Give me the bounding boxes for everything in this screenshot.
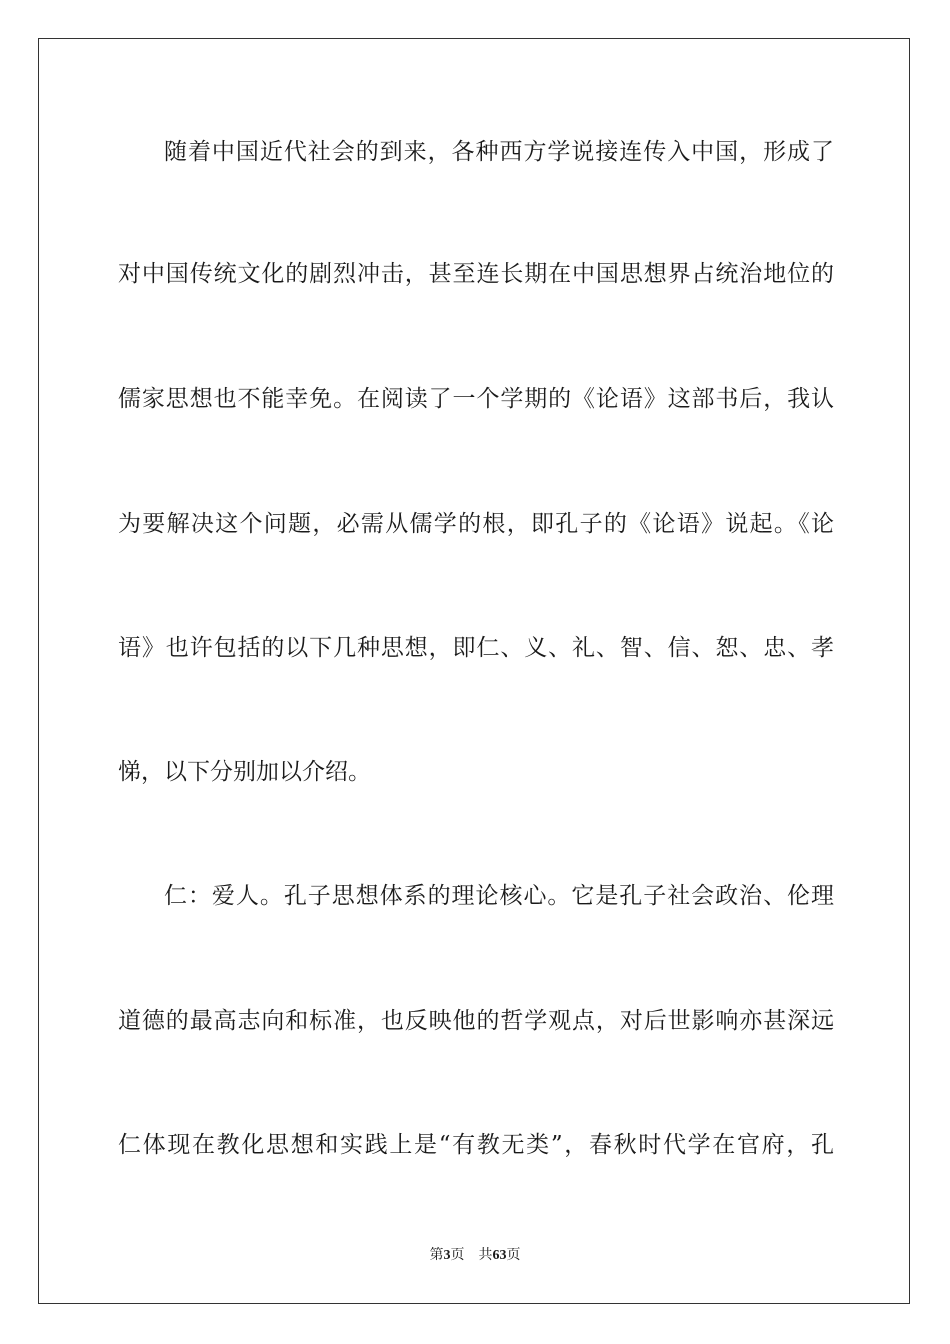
footer-total-suffix: 页 <box>506 1248 521 1263</box>
page-border <box>38 38 910 1304</box>
paragraph-line-5: 语》也许包括的以下几种思想，即仁、义、礼、智、信、恕、忠、孝 <box>118 635 834 661</box>
page-footer <box>0 1246 950 1266</box>
paragraph-line-9: 仁体现在教化思想和实践上是“有教无类”，春秋时代学在官府，孔 <box>118 1132 834 1158</box>
paragraph-line-8: 道德的最高志向和标准，也反映他的哲学观点，对后世影响亦甚深远 <box>118 1008 834 1034</box>
paragraph-line-1: 随着中国近代社会的到来，各种西方学说接连传入中国，形成了 <box>164 139 834 165</box>
paragraph-line-2: 对中国传统文化的剧烈冲击，甚至连长期在中国思想界占统治地位的 <box>118 261 834 287</box>
footer-total-prefix: 共 <box>478 1248 493 1263</box>
footer-total-number: 63 <box>492 1248 507 1263</box>
footer-page-prefix: 第 <box>429 1248 444 1263</box>
paragraph-line-4: 为要解决这个问题，必需从儒学的根，即孔子的《论语》说起。《论 <box>118 511 834 537</box>
paragraph-line-7: 仁：爱人。孔子思想体系的理论核心。它是孔子社会政治、伦理 <box>164 883 834 909</box>
footer-page-number: 3 <box>443 1248 451 1263</box>
paragraph-line-6: 悌，以下分别加以介绍。 <box>118 759 371 785</box>
footer-page-suffix: 页 <box>450 1248 465 1263</box>
paragraph-line-3: 儒家思想也不能幸免。在阅读了一个学期的《论语》这部书后，我认 <box>118 386 834 412</box>
